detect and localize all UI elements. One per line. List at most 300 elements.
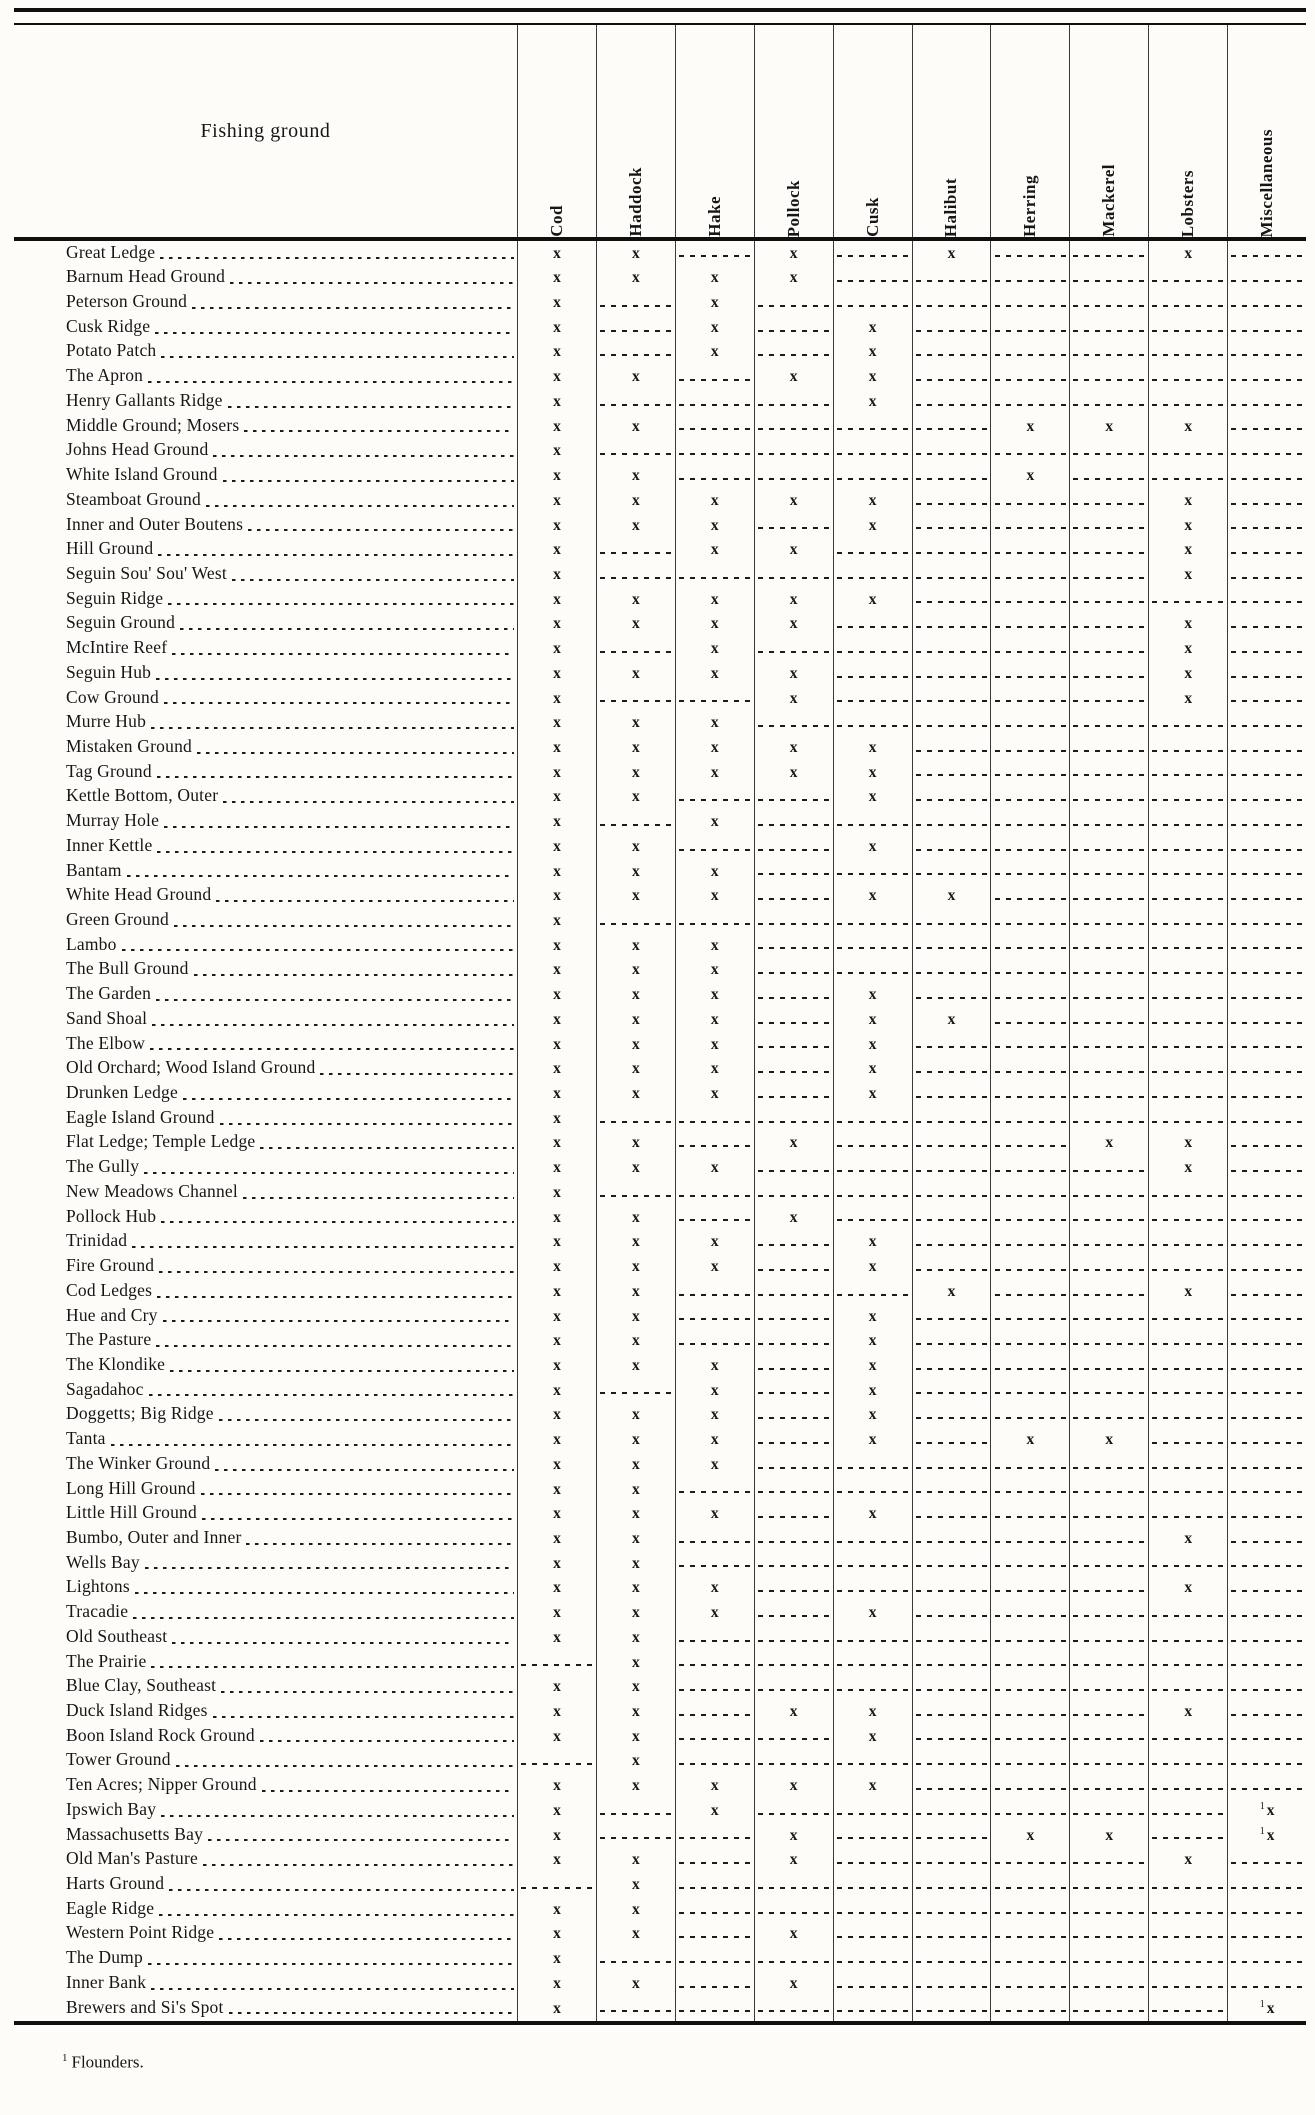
empty-cell-dashes bbox=[995, 1392, 1067, 1394]
mark-cell-cod bbox=[517, 1551, 596, 1576]
mark-cell-lobsters bbox=[1148, 1106, 1227, 1131]
empty-cell-dashes bbox=[1152, 1912, 1224, 1914]
mark-cell-lobsters bbox=[1148, 1205, 1227, 1230]
fishing-ground-name: Inner Bank bbox=[66, 1971, 147, 1992]
empty-cell-dashes bbox=[916, 601, 988, 603]
x-mark: x bbox=[1184, 565, 1193, 583]
empty-cell-dashes bbox=[837, 1219, 909, 1221]
mark-cell-halibut bbox=[912, 1205, 991, 1230]
mark-cell-halibut bbox=[912, 1526, 991, 1551]
empty-cell-dashes bbox=[837, 1936, 909, 1938]
mark-cell-lobsters bbox=[1148, 1675, 1227, 1700]
mark-cell-cod bbox=[517, 884, 596, 909]
mark-cell-cusk bbox=[833, 1774, 912, 1799]
mark-cell-herring bbox=[990, 686, 1069, 711]
mark-cell-haddock bbox=[596, 1650, 675, 1675]
x-mark: x bbox=[631, 615, 640, 633]
empty-cell-dashes bbox=[995, 626, 1067, 628]
table-row bbox=[14, 562, 1306, 587]
mark-cell-pollock bbox=[754, 1526, 833, 1551]
mark-cell-haddock bbox=[596, 1897, 675, 1922]
mark-cell-miscellaneous bbox=[1227, 538, 1306, 563]
mark-cell-halibut bbox=[912, 1576, 991, 1601]
mark-cell-lobsters bbox=[1148, 1947, 1227, 1972]
mark-cell-miscellaneous bbox=[1227, 290, 1306, 315]
fishing-ground-name: Trinidad bbox=[66, 1230, 128, 1251]
mark-cell-mackerel bbox=[1069, 1774, 1148, 1799]
x-mark: x bbox=[789, 689, 798, 707]
empty-cell-dashes bbox=[916, 1763, 988, 1765]
mark-cell-cusk bbox=[833, 1032, 912, 1057]
empty-cell-dashes bbox=[1231, 1936, 1303, 1938]
x-mark: x bbox=[553, 1035, 561, 1053]
table-row bbox=[14, 241, 1306, 266]
empty-cell-dashes bbox=[1073, 1096, 1145, 1098]
empty-cell-dashes bbox=[916, 1961, 988, 1963]
mark-cell-cusk bbox=[833, 1131, 912, 1156]
mark-cell-herring bbox=[990, 637, 1069, 662]
mark-cell-hake bbox=[675, 637, 754, 662]
empty-cell-dashes bbox=[679, 1961, 751, 1963]
mark-cell-cod bbox=[517, 414, 596, 439]
x-mark: x bbox=[710, 1431, 719, 1449]
dot-leader bbox=[219, 1419, 514, 1421]
table-row bbox=[14, 1823, 1306, 1848]
mark-cell-miscellaneous bbox=[1227, 488, 1306, 513]
mark-cell-pollock bbox=[754, 439, 833, 464]
mark-cell-miscellaneous bbox=[1227, 810, 1306, 835]
empty-cell-dashes bbox=[1231, 1986, 1303, 1988]
column-header-label: Halibut bbox=[941, 177, 961, 237]
empty-cell-dashes bbox=[1073, 873, 1145, 875]
empty-cell-dashes bbox=[995, 972, 1067, 974]
mark-cell-pollock bbox=[754, 908, 833, 933]
dot-leader bbox=[149, 1394, 514, 1396]
mark-cell-pollock bbox=[754, 1205, 833, 1230]
table-row bbox=[14, 1304, 1306, 1329]
fishing-ground-name: Murray Hole bbox=[66, 810, 160, 831]
mark-cell-lobsters bbox=[1148, 389, 1227, 414]
mark-cell-cod bbox=[517, 760, 596, 785]
x-mark: x bbox=[631, 1356, 640, 1374]
x-mark: x bbox=[631, 887, 640, 905]
mark-cell-haddock bbox=[596, 513, 675, 538]
fishing-ground-name: White Head Ground bbox=[66, 884, 212, 905]
x-mark: x bbox=[710, 294, 719, 312]
empty-cell-dashes bbox=[837, 725, 909, 727]
fishing-ground-name-cell bbox=[14, 1774, 517, 1799]
mark-cell-lobsters bbox=[1148, 1032, 1227, 1057]
mark-cell-herring bbox=[990, 1131, 1069, 1156]
empty-cell-dashes bbox=[1152, 997, 1224, 999]
mark-cell-miscellaneous bbox=[1227, 266, 1306, 291]
mark-cell-miscellaneous bbox=[1227, 1526, 1306, 1551]
mark-cell-halibut bbox=[912, 1081, 991, 1106]
mark-cell-hake bbox=[675, 1798, 754, 1823]
mark-cell-miscellaneous bbox=[1227, 1007, 1306, 1032]
mark-cell-mackerel bbox=[1069, 1180, 1148, 1205]
mark-cell-miscellaneous bbox=[1227, 1502, 1306, 1527]
x-mark: x bbox=[553, 615, 561, 633]
empty-cell-dashes bbox=[916, 1640, 988, 1642]
mark-cell-mackerel bbox=[1069, 711, 1148, 736]
mark-cell-halibut bbox=[912, 1403, 991, 1428]
mark-cell-haddock bbox=[596, 1601, 675, 1626]
mark-cell-pollock bbox=[754, 1724, 833, 1749]
mark-cell-cod bbox=[517, 1329, 596, 1354]
mark-cell-mackerel bbox=[1069, 315, 1148, 340]
table-row bbox=[14, 1576, 1306, 1601]
empty-cell-dashes bbox=[758, 1170, 830, 1172]
x-mark: x bbox=[631, 738, 640, 756]
empty-cell-dashes bbox=[1152, 1195, 1224, 1197]
mark-cell-pollock bbox=[754, 637, 833, 662]
table-row bbox=[14, 661, 1306, 686]
table-row bbox=[14, 1551, 1306, 1576]
mark-cell-miscellaneous bbox=[1227, 1106, 1306, 1131]
fishing-ground-name-cell bbox=[14, 958, 517, 983]
mark-cell-mackerel bbox=[1069, 1007, 1148, 1032]
mark-cell-lobsters bbox=[1148, 1452, 1227, 1477]
fishing-ground-name: Great Ledge bbox=[66, 241, 156, 262]
x-mark: x bbox=[789, 763, 798, 781]
empty-cell-dashes bbox=[1073, 725, 1145, 727]
mark-cell-cusk bbox=[833, 933, 912, 958]
empty-cell-dashes bbox=[1073, 1590, 1145, 1592]
mark-cell-hake bbox=[675, 1675, 754, 1700]
empty-cell-dashes bbox=[916, 1986, 988, 1988]
table-row bbox=[14, 983, 1306, 1008]
mark-cell-lobsters bbox=[1148, 266, 1227, 291]
x-mark: x bbox=[631, 714, 640, 732]
empty-cell-dashes bbox=[1231, 1590, 1303, 1592]
mark-cell-cod bbox=[517, 612, 596, 637]
empty-cell-dashes bbox=[1152, 1046, 1224, 1048]
mark-cell-cusk bbox=[833, 290, 912, 315]
x-mark: x bbox=[1184, 516, 1193, 534]
mark-cell-herring bbox=[990, 1823, 1069, 1848]
x-mark: x bbox=[1184, 1579, 1193, 1597]
x-mark: x bbox=[868, 516, 877, 534]
empty-cell-dashes bbox=[1231, 1195, 1303, 1197]
empty-cell-dashes bbox=[679, 1343, 751, 1345]
mark-cell-herring bbox=[990, 1798, 1069, 1823]
empty-cell-dashes bbox=[1073, 1862, 1145, 1864]
x-mark: x bbox=[631, 491, 640, 509]
column-header-cusk bbox=[833, 25, 912, 237]
mark-cell-cod bbox=[517, 1205, 596, 1230]
empty-cell-dashes bbox=[837, 1813, 909, 1815]
fishing-ground-name: Ten Acres; Nipper Ground bbox=[66, 1774, 257, 1795]
mark-cell-cod bbox=[517, 1872, 596, 1897]
mark-cell-herring bbox=[990, 1601, 1069, 1626]
mark-cell-haddock bbox=[596, 661, 675, 686]
empty-cell-dashes bbox=[995, 1022, 1067, 1024]
empty-cell-dashes bbox=[837, 651, 909, 653]
empty-cell-dashes bbox=[916, 478, 988, 480]
mark-cell-pollock bbox=[754, 810, 833, 835]
table-row bbox=[14, 1180, 1306, 1205]
mark-cell-halibut bbox=[912, 365, 991, 390]
x-mark: x bbox=[553, 1950, 561, 1968]
mark-cell-cusk bbox=[833, 1947, 912, 1972]
mark-cell-cod bbox=[517, 1823, 596, 1848]
mark-cell-haddock bbox=[596, 1823, 675, 1848]
mark-cell-pollock bbox=[754, 1156, 833, 1181]
fishing-ground-name: Pollock Hub bbox=[66, 1205, 157, 1226]
empty-cell-dashes bbox=[1073, 1664, 1145, 1666]
mark-cell-lobsters bbox=[1148, 315, 1227, 340]
empty-cell-dashes bbox=[916, 577, 988, 579]
mark-cell-cod bbox=[517, 1996, 596, 2021]
mark-cell-mackerel bbox=[1069, 661, 1148, 686]
fishing-ground-name-cell bbox=[14, 340, 517, 365]
empty-cell-dashes bbox=[1073, 601, 1145, 603]
fishing-ground-name-cell bbox=[14, 1650, 517, 1675]
empty-cell-dashes bbox=[1152, 898, 1224, 900]
column-header-label: Herring bbox=[1020, 174, 1040, 237]
fishing-ground-name: Duck Island Ridges bbox=[66, 1700, 208, 1721]
table-row bbox=[14, 1329, 1306, 1354]
table-row bbox=[14, 587, 1306, 612]
empty-cell-dashes bbox=[1231, 1368, 1303, 1370]
fishing-ground-name-cell bbox=[14, 266, 517, 291]
mark-cell-lobsters bbox=[1148, 290, 1227, 315]
x-mark: x bbox=[553, 1356, 561, 1374]
mark-cell-cusk bbox=[833, 1477, 912, 1502]
mark-cell-cusk bbox=[833, 1601, 912, 1626]
mark-cell-pollock bbox=[754, 884, 833, 909]
mark-cell-lobsters bbox=[1148, 1749, 1227, 1774]
footnote-text: Flounders. bbox=[71, 2052, 144, 2072]
mark-cell-cod bbox=[517, 637, 596, 662]
fishing-ground-name: Old Southeast bbox=[66, 1625, 168, 1646]
mark-cell-lobsters bbox=[1148, 637, 1227, 662]
mark-cell-pollock bbox=[754, 315, 833, 340]
mark-cell-cusk bbox=[833, 1625, 912, 1650]
empty-cell-dashes bbox=[679, 1565, 751, 1567]
mark-cell-hake bbox=[675, 1230, 754, 1255]
x-mark: x bbox=[789, 244, 798, 262]
x-mark: x bbox=[631, 788, 640, 806]
empty-cell-dashes bbox=[1231, 527, 1303, 529]
empty-cell-dashes bbox=[995, 1219, 1067, 1221]
empty-cell-dashes bbox=[916, 1195, 988, 1197]
mark-cell-halibut bbox=[912, 414, 991, 439]
mark-cell-haddock bbox=[596, 340, 675, 365]
empty-cell-dashes bbox=[1231, 923, 1303, 925]
mark-cell-hake bbox=[675, 241, 754, 266]
empty-cell-dashes bbox=[1152, 1392, 1224, 1394]
mark-cell-haddock bbox=[596, 1007, 675, 1032]
empty-cell-dashes bbox=[916, 1813, 988, 1815]
empty-cell-dashes bbox=[1231, 453, 1303, 455]
mark-cell-miscellaneous bbox=[1227, 1699, 1306, 1724]
fishing-ground-name-cell bbox=[14, 711, 517, 736]
fishing-ground-name: Seguin Ridge bbox=[66, 587, 164, 608]
empty-cell-dashes bbox=[1231, 1121, 1303, 1123]
empty-cell-dashes bbox=[758, 1615, 830, 1617]
mark-cell-pollock bbox=[754, 1823, 833, 1848]
empty-cell-dashes bbox=[837, 1640, 909, 1642]
mark-cell-mackerel bbox=[1069, 637, 1148, 662]
fishing-ground-name: Eagle Ridge bbox=[66, 1897, 155, 1918]
mark-cell-hake bbox=[675, 1081, 754, 1106]
mark-cell-lobsters bbox=[1148, 463, 1227, 488]
empty-cell-dashes bbox=[758, 1491, 830, 1493]
empty-cell-dashes bbox=[679, 404, 751, 406]
fishing-ground-name: Ipswich Bay bbox=[66, 1798, 157, 1819]
empty-cell-dashes bbox=[1073, 1071, 1145, 1073]
x-mark: x bbox=[553, 1628, 561, 1646]
x-mark: x bbox=[631, 862, 640, 880]
mark-cell-pollock bbox=[754, 1057, 833, 1082]
mark-cell-cod bbox=[517, 340, 596, 365]
mark-cell-mackerel bbox=[1069, 1057, 1148, 1082]
mark-cell-lobsters bbox=[1148, 488, 1227, 513]
mark-cell-mackerel bbox=[1069, 1205, 1148, 1230]
empty-cell-dashes bbox=[758, 799, 830, 801]
x-mark: x bbox=[710, 936, 719, 954]
mark-cell-cusk bbox=[833, 1823, 912, 1848]
x-mark: x bbox=[868, 343, 877, 361]
x-mark: x bbox=[553, 590, 561, 608]
mark-cell-halibut bbox=[912, 1947, 991, 1972]
empty-cell-dashes bbox=[1073, 774, 1145, 776]
mark-cell-haddock bbox=[596, 1699, 675, 1724]
x-mark: x bbox=[868, 368, 877, 386]
empty-cell-dashes bbox=[1231, 1318, 1303, 1320]
dot-leader bbox=[161, 1815, 514, 1817]
empty-cell-dashes bbox=[1231, 1788, 1303, 1790]
empty-cell-dashes bbox=[916, 1269, 988, 1271]
mark-cell-haddock bbox=[596, 1205, 675, 1230]
dot-leader bbox=[219, 1938, 514, 1940]
empty-cell-dashes bbox=[1152, 453, 1224, 455]
dot-leader bbox=[260, 1147, 514, 1149]
x-mark: x bbox=[553, 1406, 561, 1424]
empty-cell-dashes bbox=[758, 1046, 830, 1048]
mark-cell-halibut bbox=[912, 241, 991, 266]
empty-cell-dashes bbox=[758, 873, 830, 875]
fishing-ground-name-cell bbox=[14, 587, 517, 612]
mark-cell-cusk bbox=[833, 735, 912, 760]
mark-cell-haddock bbox=[596, 859, 675, 884]
empty-cell-dashes bbox=[1152, 1887, 1224, 1889]
mark-cell-herring bbox=[990, 1922, 1069, 1947]
x-mark: x bbox=[789, 269, 798, 287]
empty-cell-dashes bbox=[1152, 873, 1224, 875]
mark-cell-cusk bbox=[833, 785, 912, 810]
x-mark: x bbox=[710, 1455, 719, 1473]
x-mark: x bbox=[631, 417, 640, 435]
x-mark: x bbox=[1026, 417, 1035, 435]
mark-cell-hake bbox=[675, 933, 754, 958]
table-row bbox=[14, 859, 1306, 884]
empty-cell-dashes bbox=[679, 1887, 751, 1889]
mark-cell-miscellaneous bbox=[1227, 1947, 1306, 1972]
mark-cell-herring bbox=[990, 439, 1069, 464]
mark-cell-hake bbox=[675, 488, 754, 513]
mark-cell-pollock bbox=[754, 414, 833, 439]
dot-leader bbox=[232, 579, 514, 581]
mark-cell-pollock bbox=[754, 463, 833, 488]
mark-cell-hake bbox=[675, 1848, 754, 1873]
x-mark: x bbox=[710, 343, 719, 361]
mark-cell-lobsters bbox=[1148, 538, 1227, 563]
empty-cell-dashes bbox=[916, 1071, 988, 1073]
mark-cell-halibut bbox=[912, 587, 991, 612]
mark-cell-hake bbox=[675, 463, 754, 488]
mark-cell-herring bbox=[990, 365, 1069, 390]
mark-cell-mackerel bbox=[1069, 1254, 1148, 1279]
dot-leader bbox=[174, 925, 514, 927]
mark-cell-pollock bbox=[754, 1922, 833, 1947]
mark-cell-mackerel bbox=[1069, 810, 1148, 835]
empty-cell-dashes bbox=[600, 1837, 672, 1839]
mark-cell-lobsters bbox=[1148, 1428, 1227, 1453]
mark-cell-lobsters bbox=[1148, 933, 1227, 958]
empty-cell-dashes bbox=[1152, 330, 1224, 332]
mark-cell-halibut bbox=[912, 1922, 991, 1947]
mark-cell-haddock bbox=[596, 1403, 675, 1428]
mark-cell-cod bbox=[517, 1428, 596, 1453]
fishing-ground-name-cell bbox=[14, 785, 517, 810]
mark-cell-cusk bbox=[833, 1971, 912, 1996]
x-mark: x bbox=[553, 664, 561, 682]
x-mark: x bbox=[710, 1801, 719, 1819]
fishing-ground-name: Cow Ground bbox=[66, 686, 159, 707]
mark-cell-cusk bbox=[833, 241, 912, 266]
mark-cell-pollock bbox=[754, 711, 833, 736]
dot-leader bbox=[156, 678, 514, 680]
x-mark: x bbox=[631, 837, 640, 855]
empty-cell-dashes bbox=[758, 404, 830, 406]
empty-cell-dashes bbox=[837, 1837, 909, 1839]
mark-cell-hake bbox=[675, 1452, 754, 1477]
fishing-ground-name: Doggetts; Big Ridge bbox=[66, 1403, 214, 1424]
mark-cell-pollock bbox=[754, 1304, 833, 1329]
empty-cell-dashes bbox=[995, 799, 1067, 801]
x-mark: x bbox=[553, 1851, 561, 1869]
mark-cell-miscellaneous bbox=[1227, 1304, 1306, 1329]
empty-cell-dashes bbox=[1152, 1738, 1224, 1740]
empty-cell-dashes bbox=[1231, 725, 1303, 727]
empty-cell-dashes bbox=[1152, 849, 1224, 851]
mark-cell-herring bbox=[990, 1205, 1069, 1230]
mark-cell-herring bbox=[990, 933, 1069, 958]
mark-cell-miscellaneous bbox=[1227, 587, 1306, 612]
table-row bbox=[14, 1971, 1306, 1996]
mark-cell-pollock bbox=[754, 1798, 833, 1823]
mark-cell-miscellaneous bbox=[1227, 760, 1306, 785]
empty-cell-dashes bbox=[995, 1096, 1067, 1098]
empty-cell-dashes bbox=[1152, 1837, 1224, 1839]
mark-cell-cod bbox=[517, 1922, 596, 1947]
fishing-ground-name-cell bbox=[14, 562, 517, 587]
table-row bbox=[14, 834, 1306, 859]
mark-cell-herring bbox=[990, 1106, 1069, 1131]
fishing-ground-name-cell bbox=[14, 1180, 517, 1205]
empty-cell-dashes bbox=[916, 527, 988, 529]
fishing-ground-name: Tower Ground bbox=[66, 1749, 171, 1770]
mark-cell-hake bbox=[675, 1551, 754, 1576]
mark-cell-haddock bbox=[596, 1057, 675, 1082]
mark-cell-pollock bbox=[754, 958, 833, 983]
empty-cell-dashes bbox=[916, 1590, 988, 1592]
mark-cell-cusk bbox=[833, 1526, 912, 1551]
mark-cell-pollock bbox=[754, 538, 833, 563]
